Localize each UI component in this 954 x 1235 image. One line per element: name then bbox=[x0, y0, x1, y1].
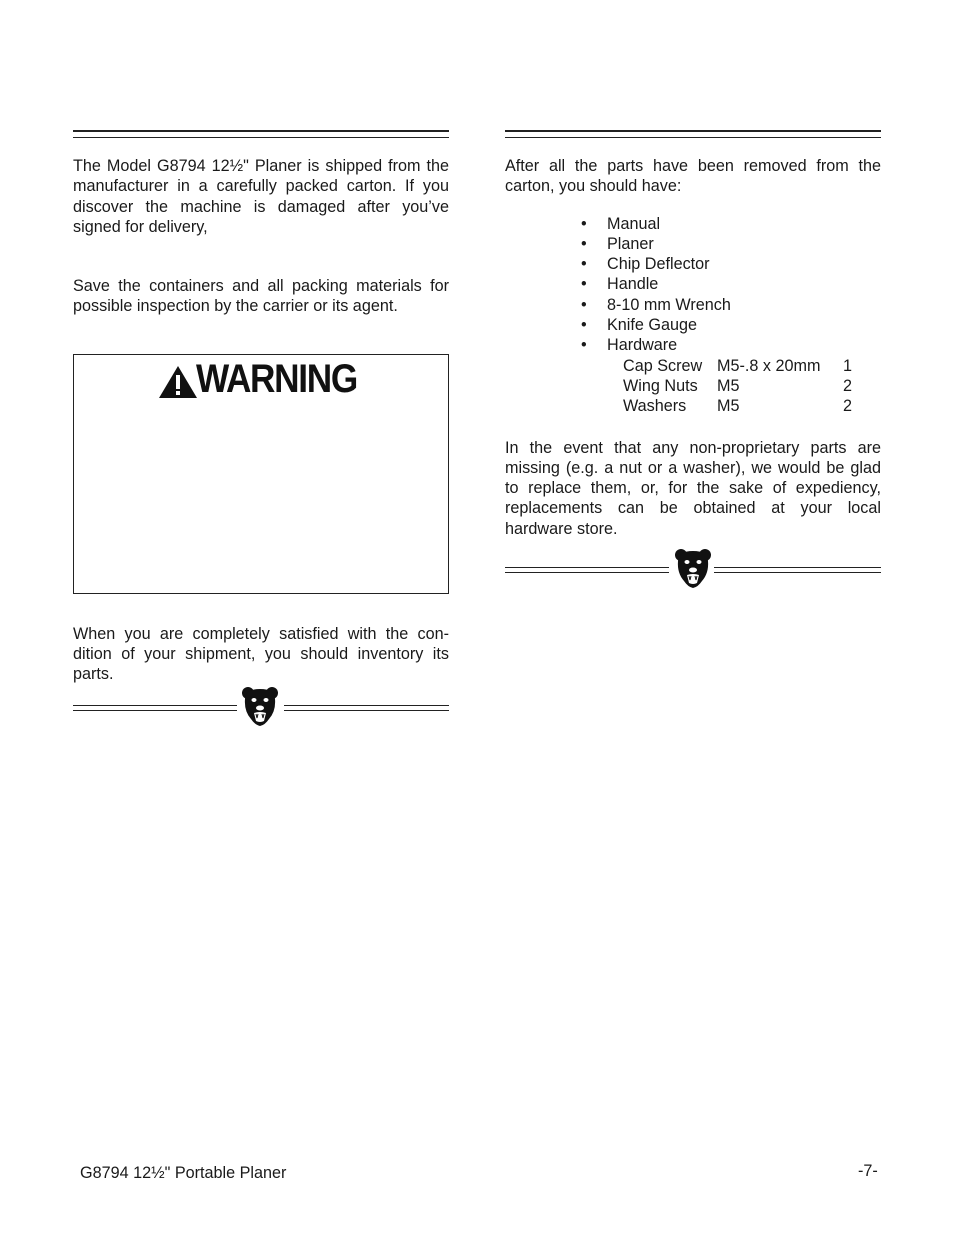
footer-title: G8794 12½" Portable Planer bbox=[80, 1164, 287, 1182]
list-item: • Handle bbox=[581, 275, 659, 294]
table-row: Wing Nuts M5 2 bbox=[623, 376, 853, 395]
warning-triangle-icon bbox=[158, 365, 198, 399]
section-end-divider bbox=[73, 701, 449, 741]
section-header-rule bbox=[505, 130, 881, 138]
bear-logo-icon bbox=[241, 685, 279, 727]
list-item: • Knife Gauge bbox=[581, 316, 697, 335]
hardware-table bbox=[623, 356, 852, 417]
missing-parts-paragraph: In the event that any non-proprietary parts are missing (e.g. a nut or a washer), we would be glad to replace them, or, for the sake of expediency, replacements can be obtained at your local hardware store. bbox=[505, 438, 881, 538]
table-row: Washers M5 2 bbox=[623, 397, 853, 416]
section-header-rule bbox=[73, 130, 449, 138]
bear-logo-icon bbox=[674, 547, 712, 589]
list-item: • Planer bbox=[581, 234, 654, 253]
list-item: • 8-10 mm Wrench bbox=[581, 295, 731, 314]
list-item: • Manual bbox=[581, 214, 661, 233]
warning-label bbox=[158, 356, 379, 401]
save-packing-paragraph: Save the containers and all packing materials for possible inspection by the carrier or its agent. bbox=[73, 277, 449, 316]
shipping-intro-paragraph: The Model G8794 12½" Planer is shipped from the manufacturer in a carefully packed carton. If you discover the machine is damaged after you’ve signed for delivery, bbox=[73, 157, 449, 236]
left-column bbox=[73, 130, 449, 741]
parts-list bbox=[505, 214, 881, 356]
list-item: • Hardware bbox=[581, 336, 678, 355]
table-row: Cap Screw M5-.8 x 20mm 1 bbox=[623, 356, 853, 375]
inventory-intro-paragraph: After all the parts have been removed from the carton, you should have: bbox=[505, 157, 881, 196]
warning-box bbox=[73, 354, 449, 594]
inventory-paragraph: When you are completely satisfied with the condition of your shipment, you should inventory its parts. bbox=[73, 624, 449, 684]
list-item: • Chip Deflector bbox=[581, 255, 710, 274]
right-column bbox=[505, 130, 881, 603]
page-number: -7- bbox=[858, 1162, 878, 1180]
section-end-divider bbox=[505, 563, 881, 603]
warning-title: WARNING bbox=[196, 356, 357, 401]
